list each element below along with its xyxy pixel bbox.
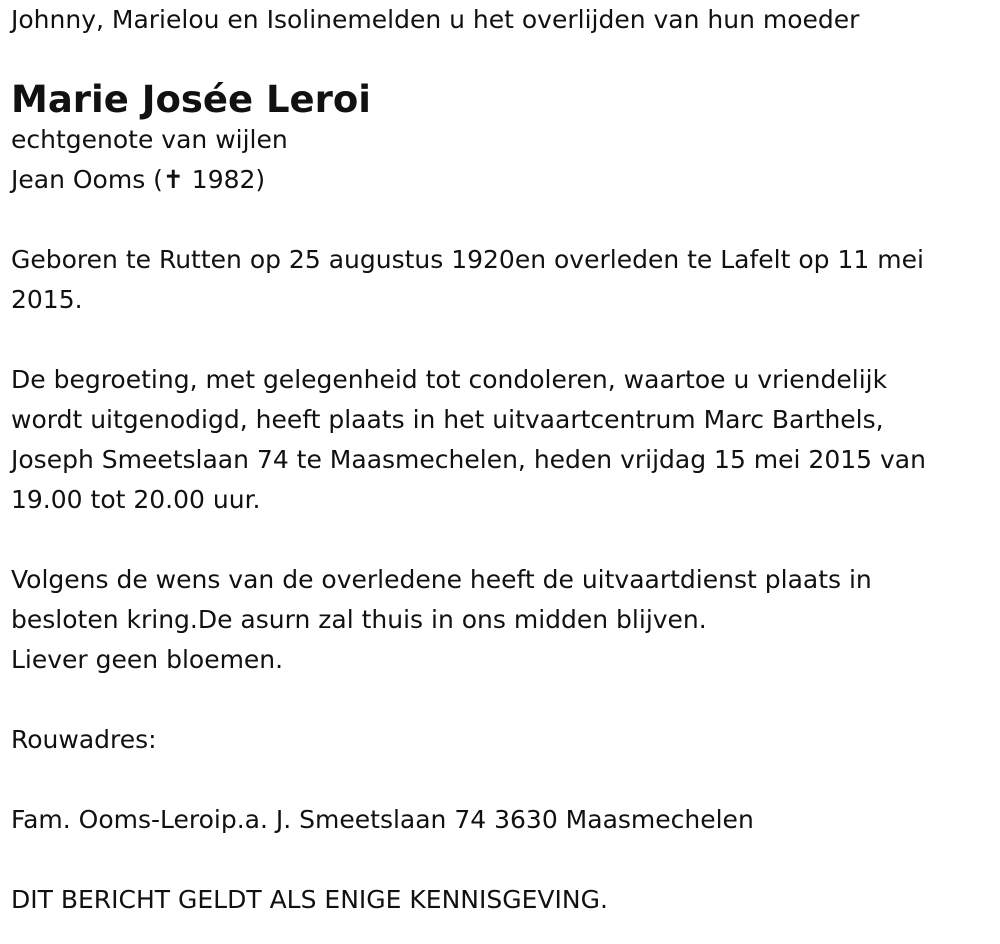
mourning-address: Fam. Ooms-Leroip.a. J. Smeetslaan 74 3630 Maasmechelen: [11, 805, 754, 834]
death-notice: [11, 0, 986, 920]
birth-death-paragraph: [11, 240, 986, 320]
condolence-line: Joseph Smeetslaan 74 te Maasmechelen, heden vrijdag 15 mei 2015 van: [11, 445, 926, 474]
spouse-name: Jean Ooms (✝ 1982): [11, 165, 266, 194]
closing-statement: DIT BERICHT GELDT ALS ENIGE KENNISGEVING.: [11, 885, 608, 914]
funeral-line: besloten kring.De asurn zal thuis in ons midden blijven.: [11, 605, 707, 634]
condolence-line: De begroeting, met gelegenheid tot condoleren, waartoe u vriendelijk: [11, 365, 888, 394]
birth-death-line: Geboren te Rutten op 25 augustus 1920en overleden te Lafelt op 11 mei: [11, 245, 924, 274]
deceased-name: Marie Josée Leroi: [11, 78, 371, 121]
funeral-paragraph: [11, 560, 986, 680]
spouse-relation: echtgenote van wijlen: [11, 125, 288, 154]
funeral-line: Liever geen bloemen.: [11, 645, 284, 674]
funeral-line: Volgens de wens van de overledene heeft de uitvaartdienst plaats in: [11, 565, 872, 594]
address-label: Rouwadres:: [11, 725, 157, 754]
condolence-line: 19.00 tot 20.00 uur.: [11, 485, 261, 514]
announcement-text: Johnny, Marielou en Isolinemelden u het overlijden van hun moeder: [11, 5, 860, 34]
condolence-line: wordt uitgenodigd, heeft plaats in het uitvaartcentrum Marc Barthels,: [11, 405, 884, 434]
birth-death-line: 2015.: [11, 285, 83, 314]
condolence-paragraph: [11, 360, 986, 520]
